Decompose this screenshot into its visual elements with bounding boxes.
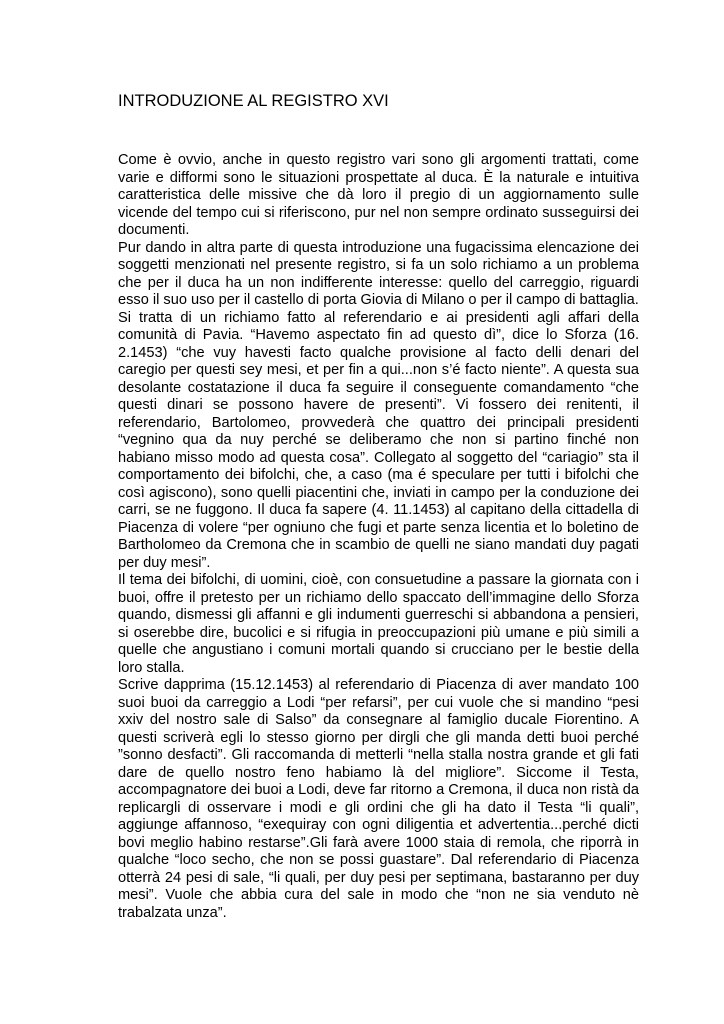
- paragraph-3: Si tratta di un richiamo fatto al referendario e ai presidenti agli affari della comunità di Pavia. “Havemo aspectato fin ad questo dì”, dice lo Sforza (16. 2.1453) “che vuy havesti facto qualche provisione al facto delli denari del caregio per questi sey mesi, et per fin a qui...non s’é facto niente”. A questa sua desolante costatazione il duca fa seguire il conseguente comandamento “che questi dinari se possono havere de presenti”. Vi fossero dei renitenti, il referendario, Bartolomeo, provvederà che quattro dei principali presidenti “vegnino qua da nuy perché se deliberamo che non si partino finché non habiano misso modo ad questa cosa”. Collegato al soggetto del “cariagio” sta il comportamento dei bifolchi, che, a caso (ma é speculare per tutti i bifolchi che così agiscono), sono quelli piacentini che, inviati in campo per la conduzione dei carri, se ne fuggono. Il duca fa sapere (4. 11.1453) al capitano della cittadella di Piacenza di volere “per ogniuno che fugi et parte senza licentia et lo boletino de Bartholomeo da Cremona che in scambio de quelli ne siano mandati duy pagati per duy mesi”.: [118, 309, 639, 571]
- document-title: INTRODUZIONE AL REGISTRO XVI: [118, 92, 389, 110]
- document-page: [118, 0, 639, 1024]
- paragraph-5: Scrive dapprima (15.12.1453) al referendario di Piacenza di aver mandato 100 suoi buoi da carreggio a Lodi “per refarsi”, per cui vuole che si mandino “pesi xxiv del nostro sale di Salso” da consegnare al famiglio ducale Fiorentino. A questi scriverà egli lo stesso giorno per dirgli che gli manda detti buoi perché ”sonno desfacti”. Gli raccomanda di metterli “nella stalla nostra grande et gli fati dare de quello nostro feno habiamo là del migliore”. Siccome il Testa, accompagnatore dei buoi a Lodi, deve far ritorno a Cremona, il duca non ristà da replicargli di osservare i modi e gli ordini che gli ha dato il Testa “li quali”, aggiunge affannoso, “exequiray con ogni diligentia et advertentia...perché dicti bovi meglio habino restarse”.Gli farà avere 1000 staia di remola, che riporrà in qualche “loco secho, che non se possi guastare”. Dal referendario di Piacenza otterrà 24 pesi di sale, “li quali, per duy pesi per septimana, bastaranno per duy mesi”. Vuole che abbia cura del sale in modo che “non ne sia venduto nè trabalzata unza”.: [118, 677, 639, 921]
- document-body: [118, 152, 639, 922]
- paragraph-1: Come è ovvio, anche in questo registro vari sono gli argomenti trattati, come varie e difformi sono le situazioni prospettate al duca. È la naturale e intuitiva caratteristica delle missive che dà loro il pregio di un aggiornamento sulle vicende del tempo cui si riferiscono, pur nel non sempre ordinato susseguirsi dei documenti.: [118, 152, 639, 238]
- paragraph-4: Il tema dei bifolchi, di uomini, cioè, con consuetudine a passare la giornata con i buoi, offre il pretesto per un richiamo dello spaccato dell’immagine dello Sforza quando, dismessi gli affanni e gli indumenti guerreschi si abbandona a pensieri, si oserebbe dire, bucolici e si rifugia in preoccupazioni più umane e più simili a quelle che angustiano i comuni mortali quando si crucciano per le bestie della loro stalla.: [118, 572, 639, 676]
- paragraph-2: Pur dando in altra parte di questa introduzione una fugacissima elencazione dei soggetti menzionati nel presente registro, si fa un solo richiamo a un problema che per il duca ha un non indifferente interesse: quello del carreggio, riguardi esso il suo uso per il castello di porta Giovia di Milano o per il campo di battaglia.: [118, 239, 639, 308]
